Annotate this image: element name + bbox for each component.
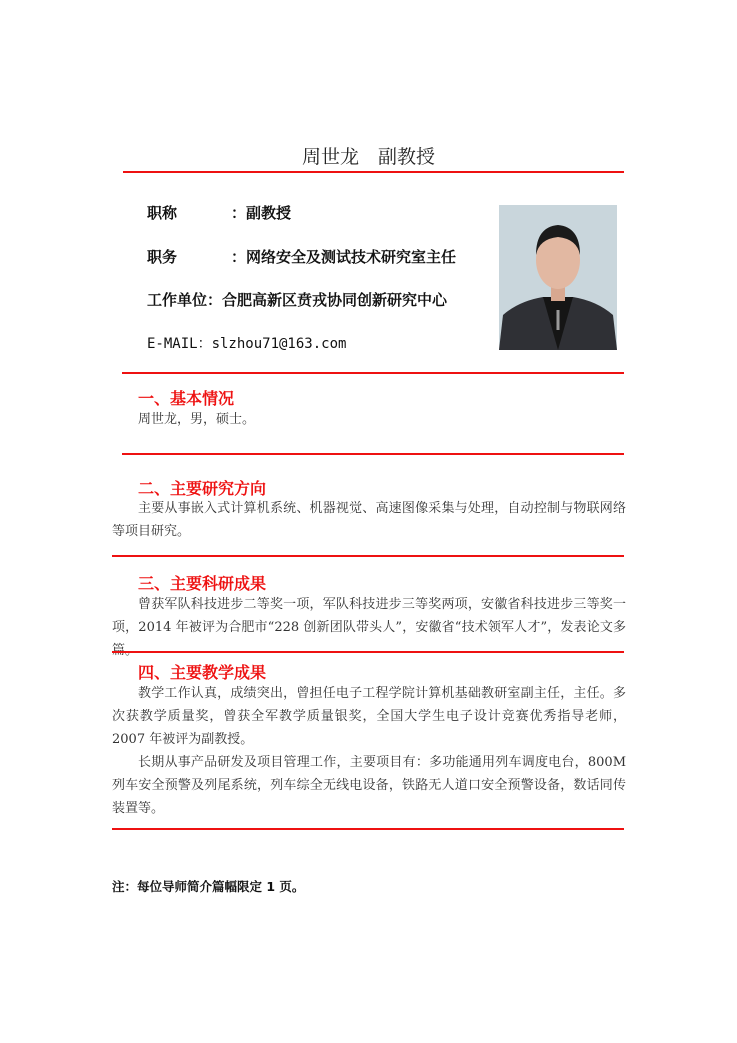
info-position-row [147,246,456,267]
footer-note: 注：每位导师简介篇幅限定 1 页。 [112,879,305,894]
page-title: 周世龙 副教授 [301,146,435,168]
colon: ： [207,291,223,309]
label: 务 [162,248,178,266]
divider [123,171,624,173]
section-heading: 一、基本情况 [138,389,235,408]
title-value: 副教授 [246,204,292,222]
info-email-row [147,333,346,353]
colon: ： [197,336,212,352]
portrait-photo [499,205,617,350]
section-heading: 二、主要研究方向 [138,479,267,498]
colon: ： [231,248,247,266]
section-paragraph: 主要从事嵌入式计算机系统、机器视觉、高速图像采集与处理，自动控制与物联网络等项目研究。 [112,501,626,539]
colon: ： [231,204,247,222]
section-paragraph: 周世龙，男，硕士。 [138,412,256,427]
divider [112,555,624,557]
label: 工作单位 [147,291,208,309]
section-heading: 四、主要教学成果 [138,663,267,682]
divider [122,372,624,374]
unit-value: 合肥高新区贲戎协同创新研究中心 [222,291,448,309]
info-unit-row [147,289,447,310]
divider [112,651,624,653]
section-heading: 三、主要科研成果 [138,574,267,593]
label: 职 [147,204,163,222]
email-value[interactable]: slzhou71@163.com [211,336,347,352]
divider [122,453,624,455]
section-paragraph: 教学工作认真，成绩突出，曾担任电子工程学院计算机基础教研室副主任，主任。多次获教学质量奖，曾获全军教学质量银奖，全国大学生电子设计竞赛优秀指导老师，2007 年被评为副教授。 [112,686,626,747]
divider [112,828,624,830]
label: 职 [147,248,163,266]
position-value: 网络安全及测试技术研究室主任 [246,248,457,266]
section-paragraph: 长期从事产品研发及项目管理工作，主要项目有：多功能通用列车调度电台，800M 列车安全预警及列尾系统，列车综全无线电设备，铁路无人道口安全预警设备，数话同传装置等。 [112,755,626,816]
section-paragraph: 曾获军队科技进步二等奖一项，军队科技进步三等奖两项，安徽省科技进步三等奖一项，2014 年被评为合肥市“228 创新团队带头人”，安徽省“技术领军人才”，发表论文多 [112,597,626,635]
label: 称 [162,204,178,222]
info-title-row [147,202,291,223]
label: E-MAIL [147,336,198,352]
